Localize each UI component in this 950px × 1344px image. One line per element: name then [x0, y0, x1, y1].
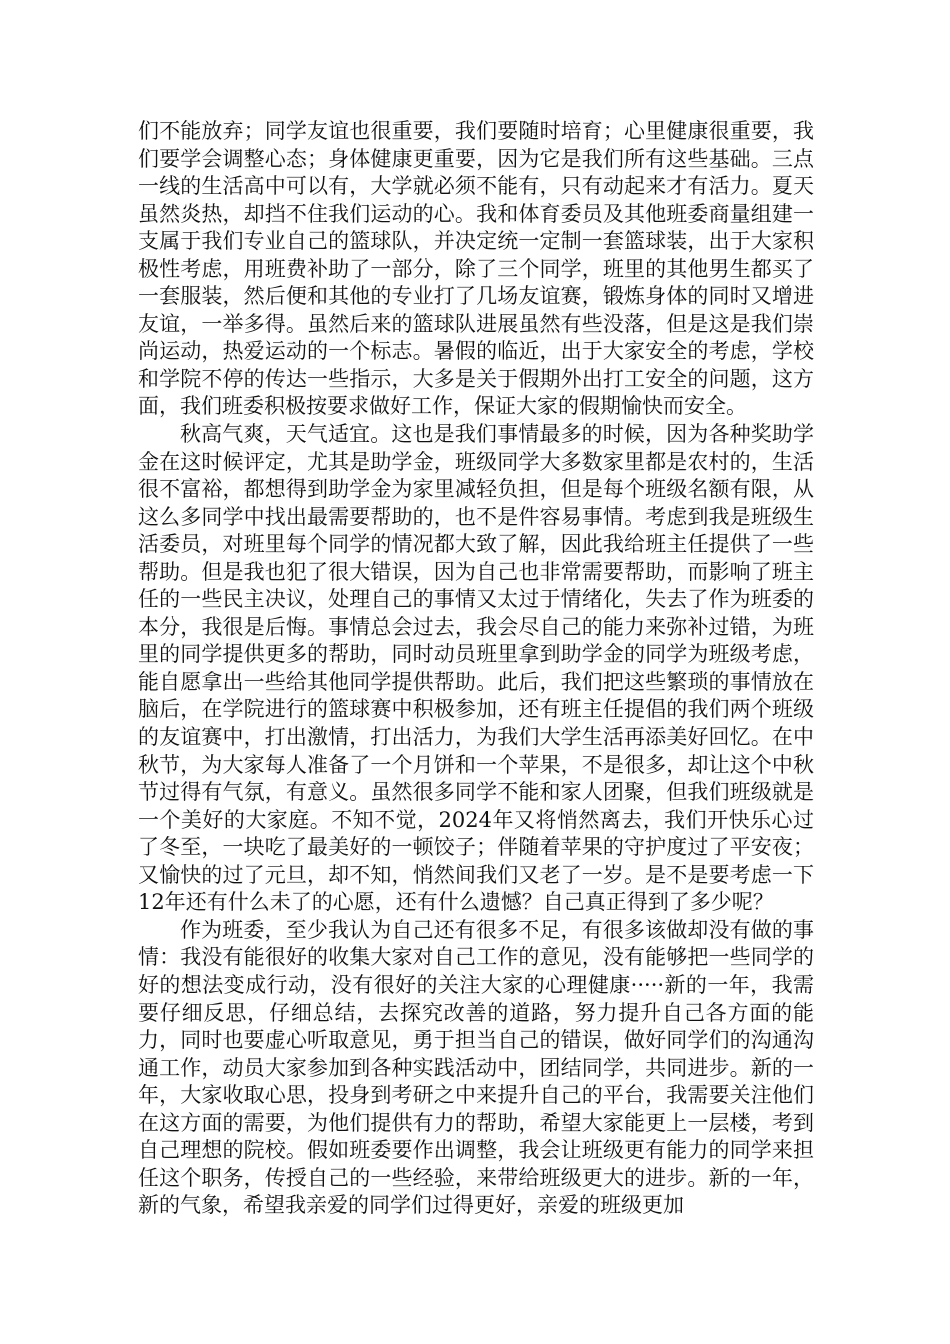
paragraph-1: 们不能放弃；同学友谊也很重要，我们要随时培育；心里健康很重要，我们要学会调整心态；身体健康更重要，因为它是我们所有这些基础。三点一线的生活高中可以有，大学就必须不能有，只有动起来才有活力。夏天虽然炎热，却挡不住我们运动的心。我和体育委员及其他班委商量组建一支属于我们专业自己的篮球队，并决定统一定制一套篮球装，出于大家积极性考虑，用班费补助了一部分，除了三个同学，班里的其他男生都买了一套服装，然后便和其他的专业打了几场友谊赛，锻炼身体的同时又增进友谊，一举多得。虽然后来的篮球队进展虽然有些没落，但是这是我们崇尚运动，热爱运动的一个标志。暑假的临近，出于大家安全的考虑，学校和学院不停的传达一些指示，大多是关于假期外出打工安全的问题，这方面，我们班委积极按要求做好工作，保证大家的假期愉快而安全。: [138, 119, 814, 419]
document-page: [138, 118, 814, 1220]
paragraph-2: 秋高气爽，天气适宜。这也是我们事情最多的时候，因为各种奖助学金在这时候评定，尤其是助学金，班级同学大多数家里都是农村的，生活很不富裕，都想得到助学金为家里减轻负担，但是每个班级名额有限，从这么多同学中找出最需要帮助的，也不是件容易事情。考虑到我是班级生活委员，对班里每个同学的情况都大致了解，因此我给班主任提供了一些帮助。但是我也犯了很大错误，因为自己也非常需要帮助，而影响了班主任的一些民主决议，处理自己的事情又太过于情绪化，失去了作为班委的本分，我很是后悔。事情总会过去，我会尽自己的能力来弥补过错，为班里的同学提供更多的帮助，同时动员班里拿到助学金的同学为班级考虑，能自愿拿出一些给其他同学提供帮助。此后，我们把这些繁琐的事情放在脑后，在学院进行的篮球赛中积极参加，还有班主任提倡的我们两个班级的友谊赛中，打出激情，打出活力，为我们大学生活再添美好回忆。在中秋节，为大家每人准备了一个月饼和一个苹果，不是很多，却让这个中秋节过得有气氛，有意义。虽然很多同学不能和家人团聚，但我们班级就是一个美好的大家庭。不知不觉，2024年又将悄然离去，我们开快乐心过了冬至，一块吃了最美好的一顿饺子；伴随着苹果的守护度过了平安夜；又愉快的过了元旦，却不知，悄然间我们又老了一岁。是不是要考虑一下12年还有什么未了的心愿，还有什么遗憾？自己真正得到了多少呢？: [138, 422, 814, 915]
paragraph-3: 作为班委，至少我认为自己还有很多不足，有很多该做却没有做的事情：我没有能很好的收集大家对自己工作的意见，没有能够把一些同学的好的想法变成行动，没有很好的关注大家的心理健康·····新的一年，我需要仔细反思，仔细总结，去探究改善的道路，努力提升自己各方面的能力，同时也要虚心听取意见，勇于担当自己的错误，做好同学们的沟通沟通工作，动员大家参加到各种实践活动中，团结同学，共同进步。新的一年，大家收取心思，投身到考研之中来提升自己的平台，我需要关注他们在这方面的需要，为他们提供有力的帮助，希望大家能更上一层楼，考到自己理想的院校。假如班委要作出调整，我会让班级更有能力的同学来担任这个职务，传授自己的一些经验，来带给班级更大的进步。新的一年，新的气象，希望我亲爱的同学们过得更好，亲爱的班级更加: [138, 917, 814, 1218]
